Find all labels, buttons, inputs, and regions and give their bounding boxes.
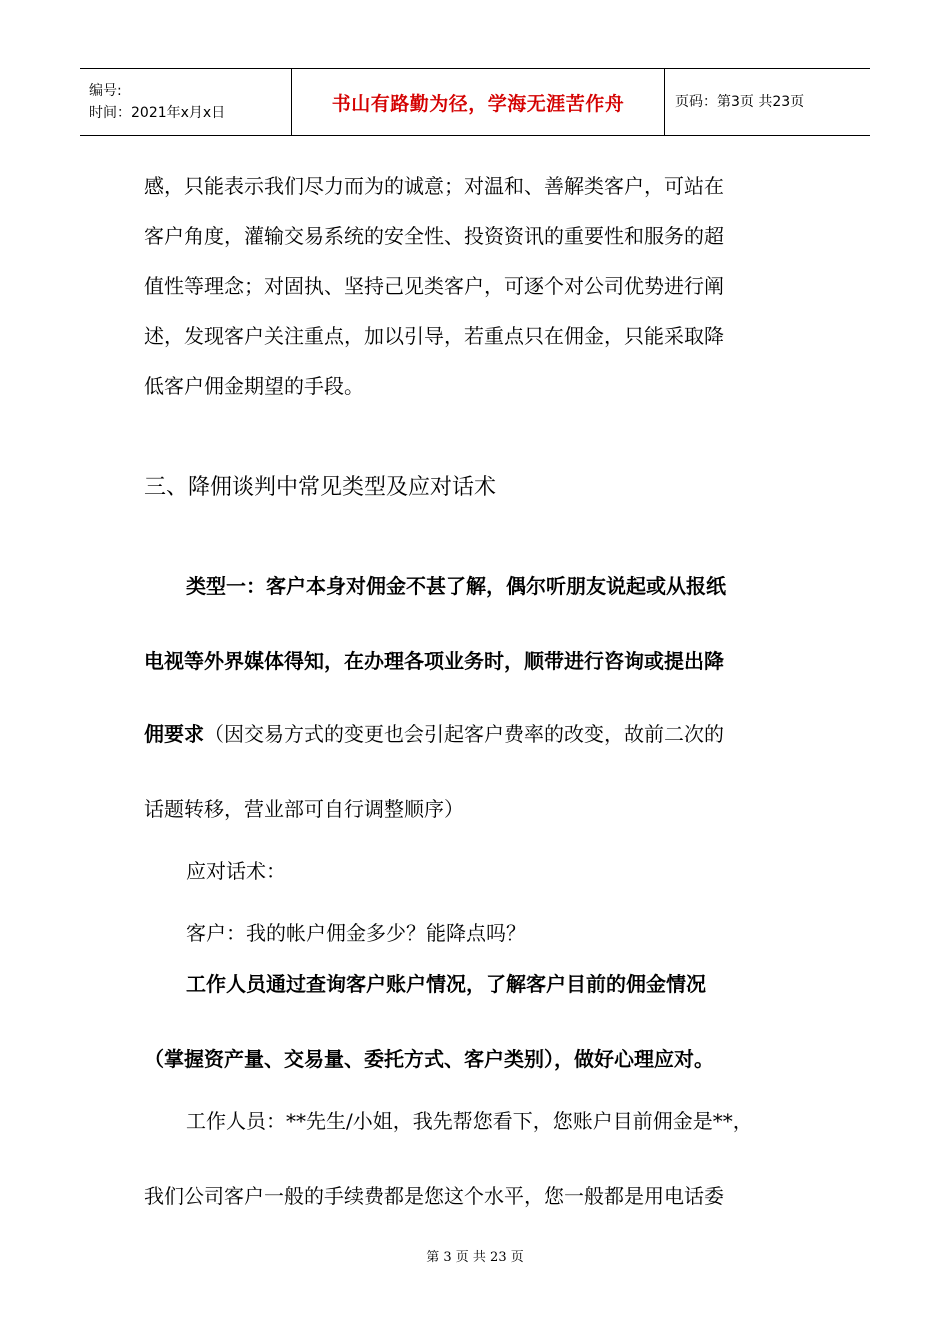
- type1-line3-normal: （因交易方式的变更也会引起客户费率的改变，故前二次的: [204, 722, 724, 746]
- customer-line: 客户：我的帐户佣金多少？能降点吗？: [186, 921, 526, 945]
- paragraph-line: 感，只能表示我们尽力而为的诚意；对温和、善解类客户，可站在: [144, 174, 724, 198]
- page-header: [80, 68, 870, 136]
- page-info: 页码：第3页 共23页: [675, 94, 805, 110]
- paragraph-line: 值性等理念；对固执、坚持己见类客户，可逐个对公司优势进行阐: [144, 274, 724, 298]
- number-label: 编号:: [89, 83, 122, 99]
- type1-line4: 话题转移，营业部可自行调整顺序）: [144, 797, 464, 821]
- last-line: 我们公司客户一般的手续费都是您这个水平，您一般都是用电话委: [144, 1184, 724, 1208]
- staff-instruction-line: 工作人员通过查询客户账户情况，了解客户目前的佣金情况: [186, 972, 706, 996]
- section-heading: 三、降佣谈判中常见类型及应对话术: [144, 475, 497, 500]
- header-right-cell: [665, 69, 871, 136]
- type1-line3: [144, 718, 724, 747]
- staff-instruction-line: （掌握资产量、交易量、委托方式、客户类别），做好心理应对。: [144, 1047, 714, 1071]
- type1-line: 类型一：客户本身对佣金不甚了解，偶尔听朋友说起或从报纸: [186, 574, 726, 598]
- type1-line3-bold: 佣要求: [144, 722, 204, 746]
- staff-line: 工作人员：**先生/小姐，我先帮您看下，您账户目前佣金是**，: [186, 1109, 753, 1133]
- header-middle-cell: [292, 69, 665, 136]
- motto-text: 书山有路勤为径，学海无涯苦作舟: [331, 92, 625, 115]
- type1-line: 电视等外界媒体得知，在办理各项业务时，顺带进行咨询或提出降: [144, 649, 724, 673]
- page-footer: 第 3 页 共 23 页: [426, 1250, 524, 1265]
- time-label: 时间：2021年x月x日: [89, 105, 226, 121]
- response-label: 应对话术：: [186, 859, 286, 883]
- paragraph-line: 述，发现客户关注重点，加以引导，若重点只在佣金，只能采取降: [144, 324, 724, 348]
- paragraph-line: 低客户佣金期望的手段。: [144, 374, 364, 398]
- paragraph-line: 客户角度，灌输交易系统的安全性、投资资讯的重要性和服务的超: [144, 224, 724, 248]
- header-left-cell: [80, 69, 292, 136]
